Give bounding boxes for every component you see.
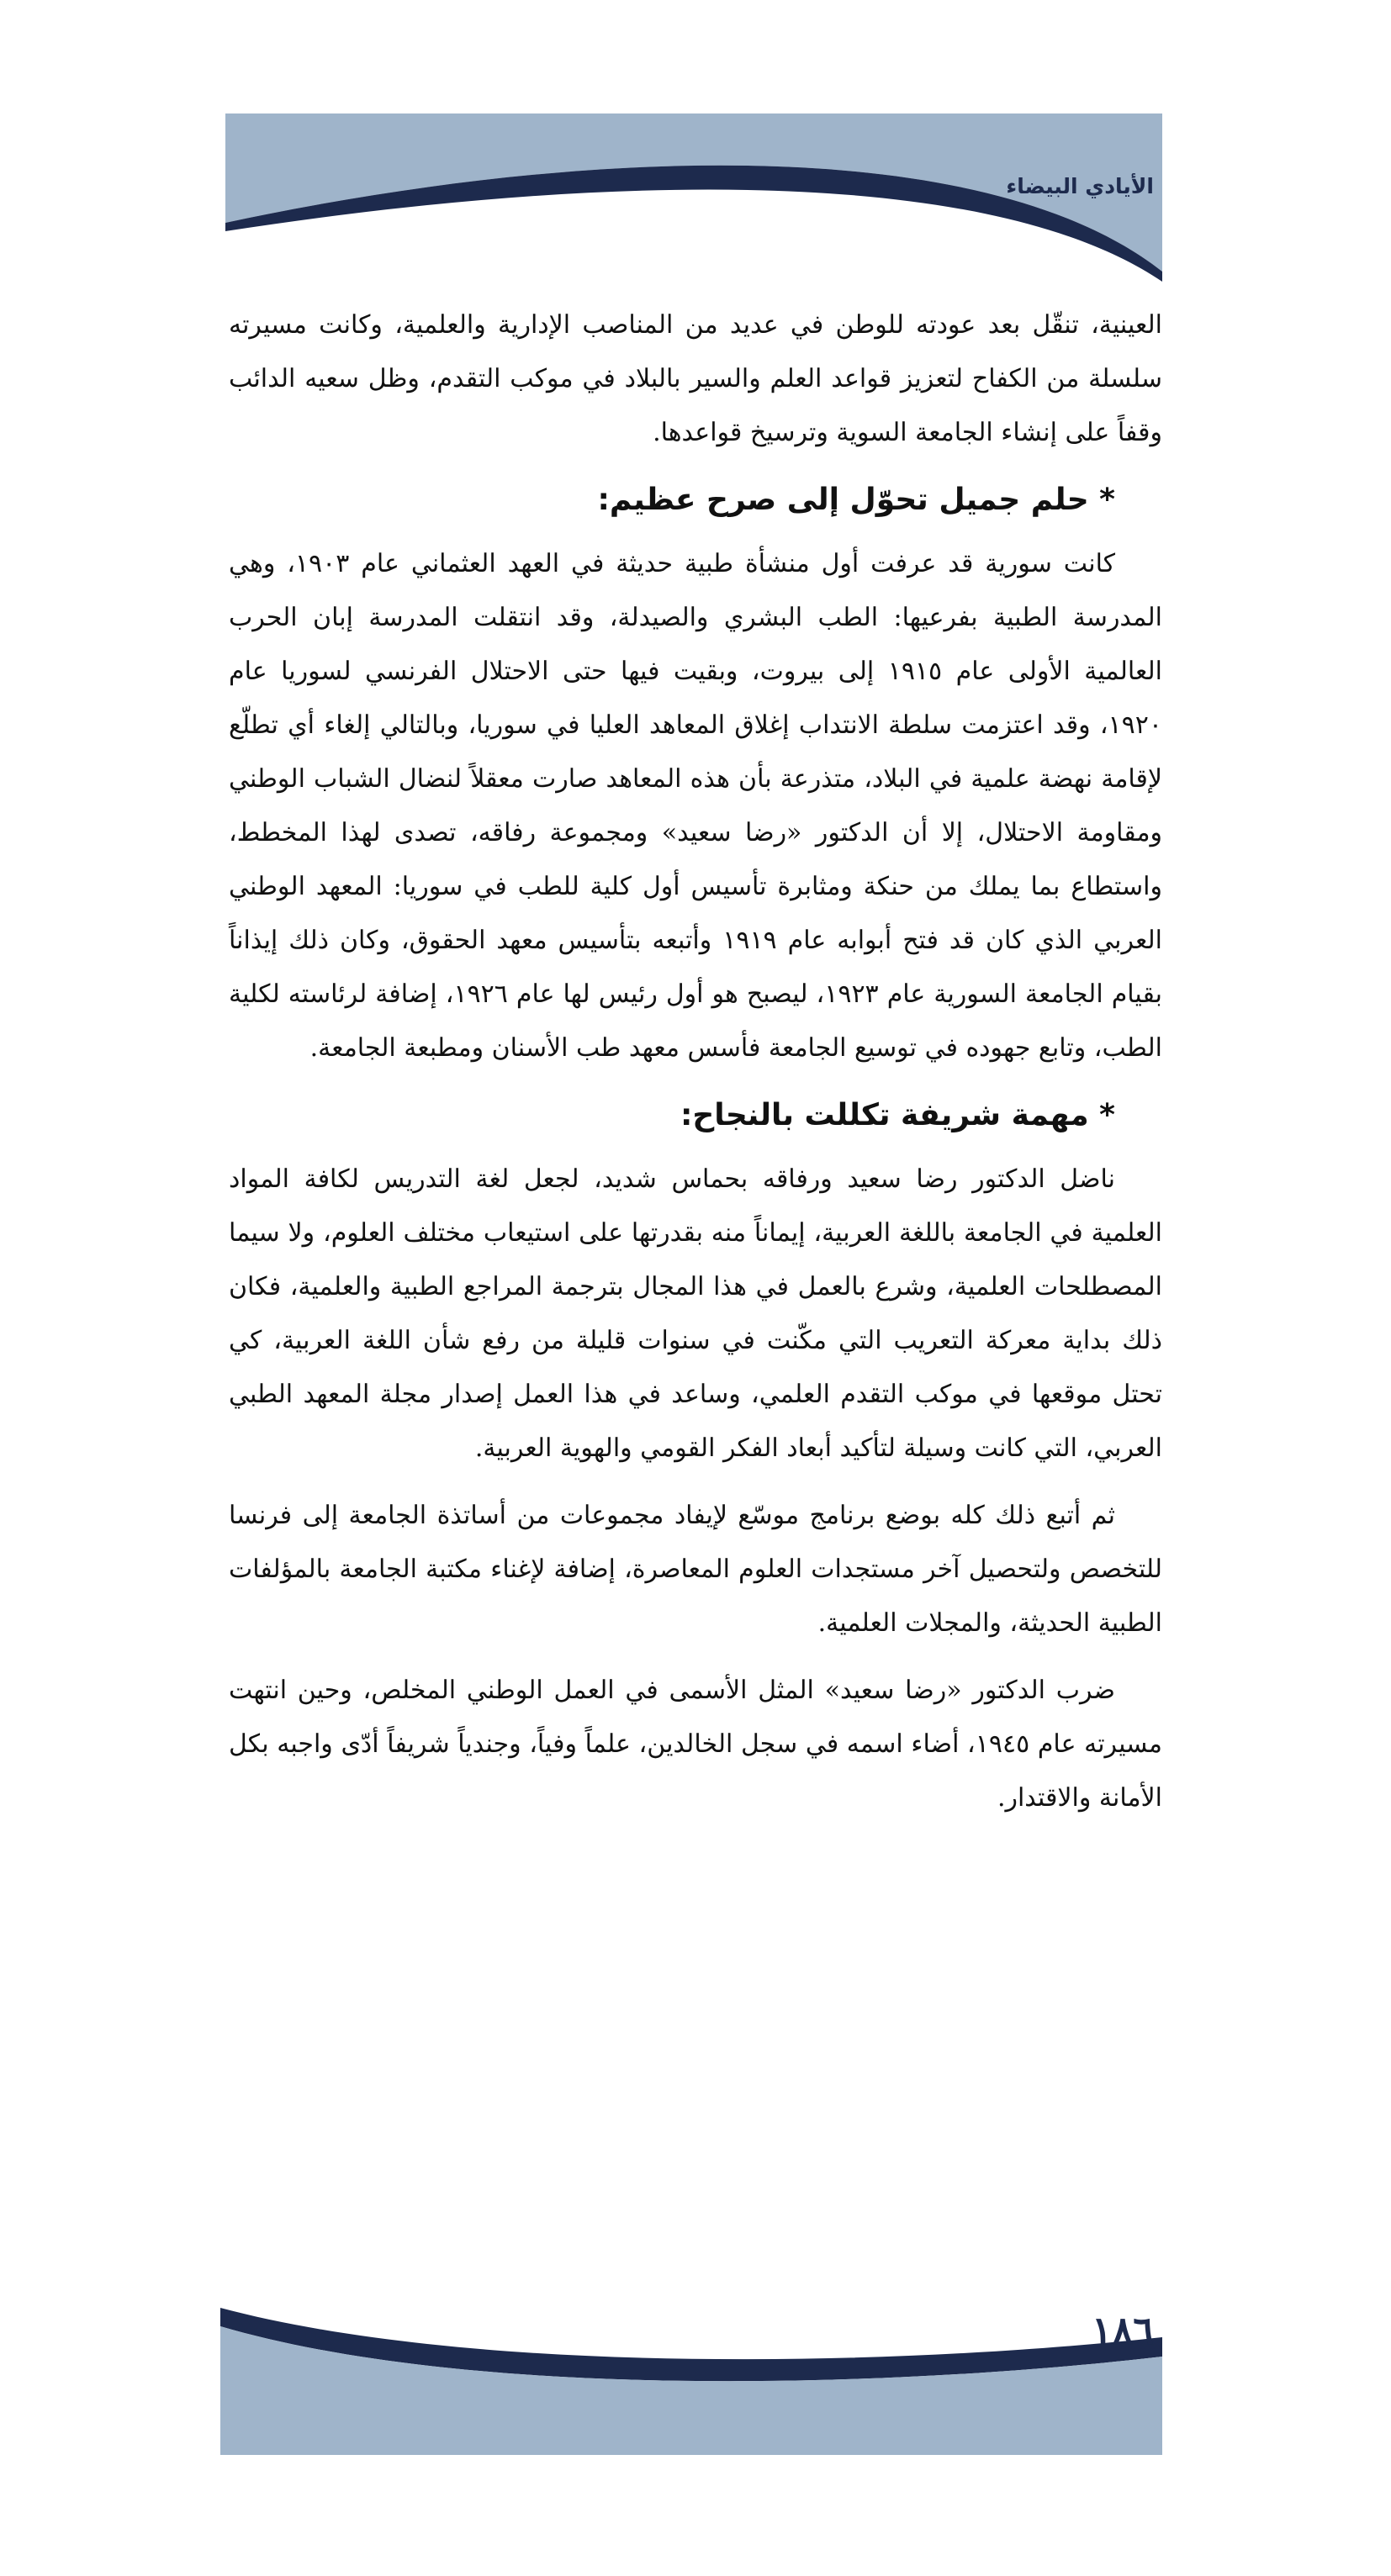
intro-paragraph: العينية، تنقّل بعد عودته للوطن في عديد من المناصب الإدارية والعلمية، وكانت مسيرته سلسلة من الكفاح لتعزيز قواعد العلم والسير بالبلاد في موكب التقدم، وظل سعيه الدائب وقفاً على إنشاء الجامعة السوية وترسيخ قواعدها.	[229, 310, 1162, 447]
section-heading-dream: * حلم جميل تحوّل إلى صرح عظيم:	[597, 483, 1115, 517]
paragraph-scholarships: ثم أتبع ذلك كله بوضع برنامج موسّع لإيفاد مجموعات من أساتذة الجامعة إلى فرنسا للتخصص ولتحصيل آخر مستجدات العلوم المعاصرة، إضافة لإغناء مكتبة الجامعة بالمؤلفات الطبية الحديثة، والمجلات العلمية.	[229, 1501, 1162, 1638]
paragraph-arabization: ناضل الدكتور رضا سعيد ورفاقه بحماس شديد، لجعل لغة التدريس لكافة المواد العلمية في الجامعة باللغة العربية، إيماناً منه بقدرتها على استيعاب مختلف العلوم، ولا سيما المصطلحات العلمية، وشرع بالعمل في هذا المجال بترجمة المراجع الطبية والعلمية، فكان ذلك بداية معركة التعريب التي مكّنت في سنوات قليلة من رفع شأن اللغة العربية، كي تحتل موقعها في موكب التقدم العلمي، وساعد في هذا العمل إصدار مجلة المعهد الطبي العربي، التي كانت وسيلة لتأكيد أبعاد الفكر القومي والهوية العربية.	[229, 1164, 1162, 1463]
page-number: ١٨٦	[1091, 2308, 1154, 2353]
paragraph-legacy: ضرب الدكتور «رضا سعيد» المثل الأسمى في العمل الوطني المخلص، وحين انتهت مسيرته عام ١٩٤٥، أضاء اسمه في سجل الخالدين، علماً وفياً، وجندياً شريفاً أدّى واجبه بكل الأمانة والاقتدار.	[229, 1676, 1162, 1813]
header-title: الأيادي البيضاء	[1006, 174, 1154, 198]
section-heading-mission: * مهمة شريفة تكللت بالنجاح:	[680, 1098, 1115, 1132]
footer-wave-band	[220, 2308, 1162, 2455]
paragraph-medical-school-history: كانت سورية قد عرفت أول منشأة طبية حديثة في العهد العثماني عام ١٩٠٣، وهي المدرسة الطبية بفرعيها: الطب البشري والصيدلة، وقد انتقلت المدرسة إبان الحرب العالمية الأولى عام ١٩١٥ إلى بيروت، وبقيت فيها حتى الاحتلال الفرنسي لسوريا عام ١٩٢٠، وقد اعتزمت سلطة الانتداب إغلاق المعاهد العليا في سوريا، وبالتالي إلغاء أي تطلّع لإقامة نهضة علمية في البلاد، متذرعة بأن هذه المعاهد صارت معقلاً لنضال الشباب الوطني ومقاومة الاحتلال، إلا أن الدكتور «رضا سعيد» ومجموعة رفاقه، تصدى لهذا المخطط، واستطاع بما يملك من حنكة ومثابرة تأسيس أول كلية للطب في سوريا: المعهد الوطني العربي الذي كان قد فتح أبوابه عام ١٩١٩ وأتبعه بتأسيس معهد الحقوق، وكان ذلك إيذاناً بقيام الجامعة السورية عام ١٩٢٣، ليصبح هو أول رئيس لها عام ١٩٢٦، إضافة لرئاسته لكلية الطب، وتابع جهوده في توسيع الجامعة فأسس معهد طب الأسنان ومطبعة الجامعة.	[229, 549, 1162, 1063]
article-body	[229, 298, 1162, 1839]
